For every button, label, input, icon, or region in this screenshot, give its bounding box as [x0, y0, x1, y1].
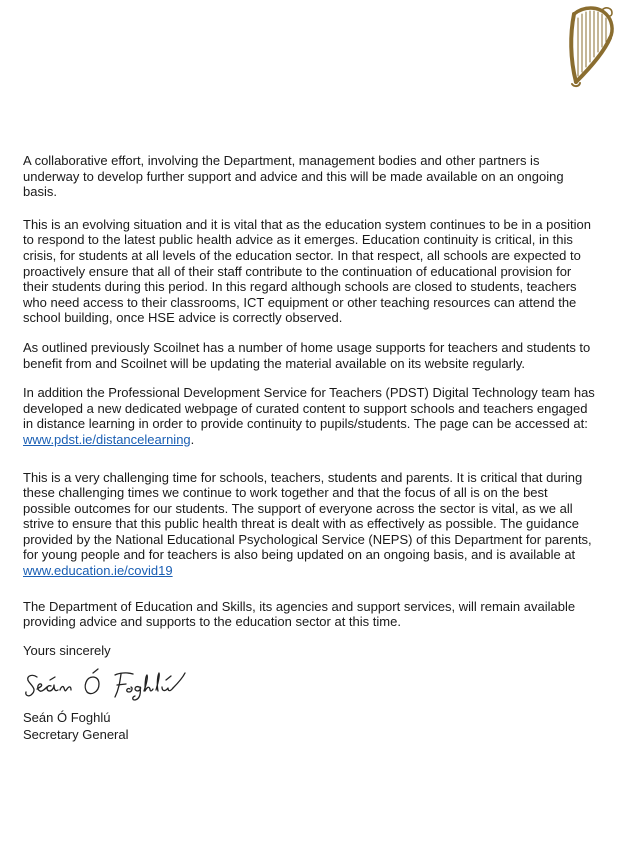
paragraph-challenging-time	[23, 470, 598, 579]
challenging-time-text: This is a very challenging time for schools, teachers, students and parents. It is critical that during these challenging times we continue to work together and that the focus of all is on the best possible outcomes for our students. The support of everyone across the sector is vital, as we all strive to ensure that this public health threat is dealt with as effectively as possible. The guidance provided by the National Educational Psychological Service (NEPS) of this Department for parents, for young people and for teachers is also being updated on an ongoing basis, and is available at	[23, 469, 592, 563]
signer-title: Secretary General	[23, 727, 129, 743]
handwritten-signature	[23, 665, 188, 703]
pdst-distance-learning-link[interactable]: www.pdst.ie/distancelearning	[23, 431, 191, 447]
pdst-text: In addition the Professional Development Service for Teachers (PDST) Digital Technology team has developed a new dedicated webpage of curated content to support schools and teachers engaged in distance learning in order to provide continuity to pupils/students. The page can be accessed at:	[23, 385, 595, 432]
education-covid19-link[interactable]: www.education.ie/covid19	[23, 563, 173, 579]
signer-name: Seán Ó Foghlú	[23, 710, 111, 726]
paragraph-pdst	[23, 385, 598, 447]
closing-salutation: Yours sincerely	[23, 642, 111, 658]
harp-icon	[562, 4, 618, 88]
paragraph-collaborative-effort: A collaborative effort, involving the Department, management bodies and other partners is underway to develop further support and advice and this will be made available on an ongoing basis.	[23, 153, 564, 200]
paragraph-department-available: The Department of Education and Skills, its agencies and support services, will remain available providing advice and supports to the education sector at this time.	[23, 598, 576, 630]
paragraph-scoilnet: As outlined previously Scoilnet has a number of home usage supports for teachers and students to benefit from and Scoilnet will be updating the material available on its website regularly.	[23, 339, 591, 371]
paragraph-evolving-situation: This is an evolving situation and it is vital that as the education system continues to be in a position to respond to the latest public health advice as it emerges. Education continuity is critical, in this crisis, for students at all levels of the education sector. In that respect, all schools are expected to proactively ensure that all of their staff contribute to the continuation of educational provision for their students during this period. In this regard although schools are closed to students, teachers who need access to their classrooms, ICT equipment or other teaching resources can attend the school building, once HSE advice is correctly observed.	[23, 216, 591, 326]
pdst-link-period: .	[190, 431, 195, 447]
letter-body	[23, 153, 598, 743]
